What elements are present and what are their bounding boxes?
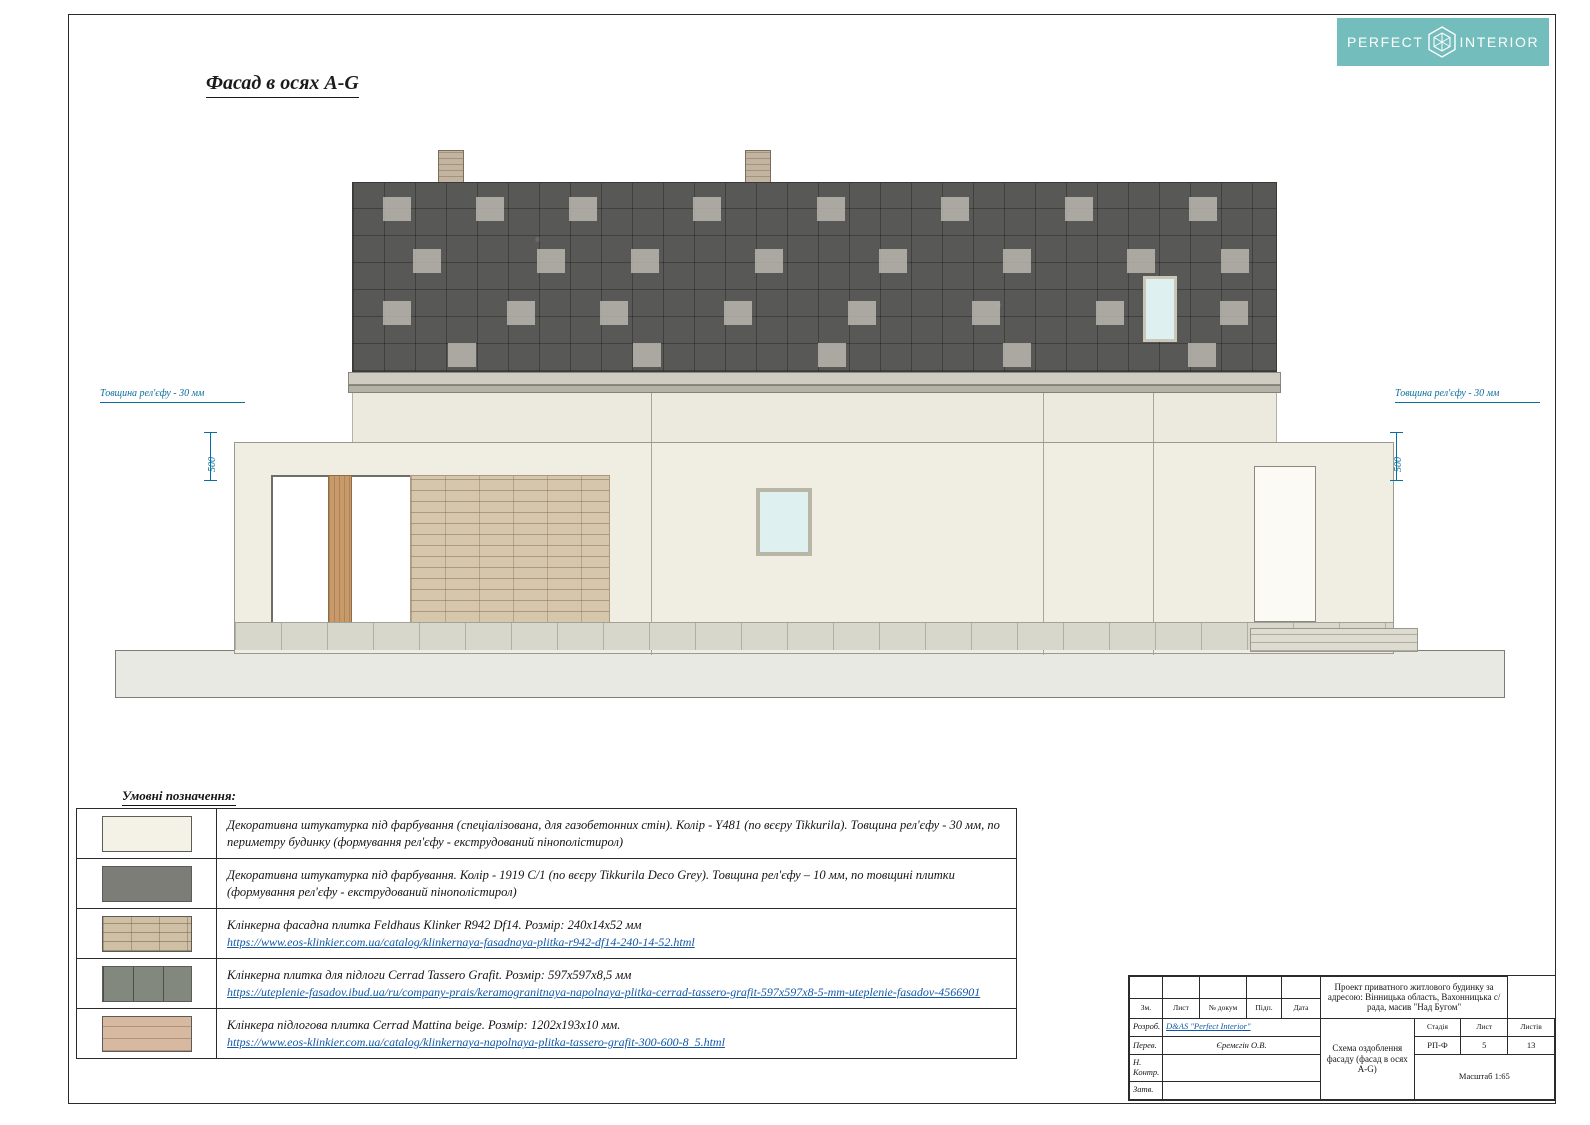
- legend-swatch-cell: [77, 959, 217, 1008]
- legend-swatch-cell: [77, 1009, 217, 1058]
- legend-title: Умовні позначення:: [122, 788, 236, 806]
- swatch-stucco-1919: [102, 866, 192, 902]
- page-title: Фасад в осях A-G: [206, 72, 359, 98]
- stamp-empty: [1247, 977, 1282, 999]
- stamp-role-checker: Перев.: [1130, 1036, 1163, 1054]
- stamp-checker-name: Єремєгін О.В.: [1163, 1036, 1321, 1054]
- stamp-stage-value: РП-Ф: [1414, 1036, 1461, 1054]
- stamp-sheet-label: Лист: [1461, 1018, 1508, 1036]
- relief-leader-right: [1395, 402, 1540, 403]
- chimney-left: [438, 150, 464, 184]
- legend-description: Декоративна штукатурка під фарбування (спеціалізована, для газобетонних стін). Колір - Y481 (по вєєру Tikkurila). Товщина рел'єфу - 30 мм, по периметру будинку (формування рел'єфу - екструдований пінополістирол): [227, 817, 1000, 849]
- legend-description: Клінкерна плитка для підлоги Cerrad Tassero Grafit. Розмір: 597x597x8,5 мм: [227, 967, 632, 982]
- dark-tile-texture: [353, 183, 1276, 371]
- legend-row: [77, 1009, 1016, 1059]
- legend-row: [77, 909, 1016, 959]
- stamp-sheet-value: 5: [1461, 1036, 1508, 1054]
- right-glazing: [1254, 466, 1316, 622]
- stamp-col-header-zm: Зм.: [1130, 999, 1163, 1018]
- floor-tile-strip: [235, 622, 1393, 650]
- relief-leader-left: [100, 402, 245, 403]
- stamp-empty: [1130, 977, 1163, 999]
- legend-table: [76, 808, 1017, 1059]
- roof-edge: [348, 385, 1281, 393]
- logo-text-right: INTERIOR: [1459, 34, 1540, 50]
- stamp-col-header-sign: Підп.: [1247, 999, 1282, 1018]
- dim-tick-right-bottom: [1390, 480, 1403, 481]
- stamp-empty: [1282, 977, 1321, 999]
- dim-value-left: 500: [207, 457, 218, 472]
- legend-description: Клінкерна фасадна плитка Feldhaus Klinker R942 Df14. Розмір: 240x14x52 мм: [227, 917, 642, 932]
- relief-note-right: Товщина рел'єфу - 30 мм: [1395, 388, 1500, 399]
- legend-text-cell: [217, 811, 1016, 857]
- legend-description: Декоративна штукатурка під фарбування. Колір - 1919 C/1 (по вєєру Tikkurila Deco Grey). Товщина рел'єфу – 10 мм, по товщині плитки (формування рел'єфу - екструдований пінополістирол): [227, 867, 955, 899]
- legend-text-cell: [217, 861, 1016, 907]
- dim-line-right: [1396, 432, 1397, 480]
- legend-link[interactable]: https://www.eos-klinkier.com.ua/catalog/klinkernaya-napolnaya-plitka-tassero-grafit-300-600-8_5.html: [227, 1035, 725, 1050]
- stamp-col-header-list: Лист: [1163, 999, 1200, 1018]
- dim-tick-left-bottom: [204, 480, 217, 481]
- company-logo: [1337, 18, 1549, 66]
- stamp-empty: [1200, 977, 1247, 999]
- dim-tick-left-top: [204, 432, 217, 433]
- facade-elevation-drawing: [80, 120, 1550, 720]
- stamp-scale: Масштаб 1:65: [1414, 1055, 1554, 1100]
- stamp-sheets-label: Листів: [1508, 1018, 1555, 1036]
- legend-link[interactable]: https://www.eos-klinkier.com.ua/catalog/klinkernaya-fasadnaya-plitka-r942-df14-240-14-52.html: [227, 935, 695, 950]
- logo-text-left: PERFECT: [1347, 34, 1424, 50]
- stamp-developer-name[interactable]: D&AS "Perfect Interior": [1166, 1021, 1251, 1032]
- stamp-empty: [1163, 1055, 1321, 1082]
- legend-row: [77, 809, 1016, 859]
- upper-window: [1143, 276, 1177, 342]
- legend-text-cell: [217, 961, 1016, 1007]
- legend-row: [77, 959, 1016, 1009]
- project-info: Проект приватного житлового будинку за адресою: Вінницька область, Вахонницька с/рада, масив "Над Бугом": [1321, 977, 1508, 1019]
- stamp-role-developer: Розроб.: [1130, 1018, 1163, 1036]
- chimney-right: [745, 150, 771, 184]
- swatch-stucco-y481: [102, 816, 192, 852]
- stamp-role-approve: Затв.: [1130, 1081, 1163, 1099]
- relief-note-left: Товщина рел'єфу - 30 мм: [100, 388, 205, 399]
- dim-value-right: 500: [1393, 457, 1404, 472]
- legend-row: [77, 859, 1016, 909]
- swatch-cerrad-tassero-grafit: [102, 966, 192, 1002]
- stamp-col-header-doc: № докум: [1200, 999, 1247, 1018]
- legend-text-cell: [217, 911, 1016, 957]
- legend-text-cell: [217, 1011, 1016, 1057]
- ground-slab: [115, 650, 1505, 698]
- entrance-steps: [1250, 628, 1418, 652]
- upper-cornice: [348, 372, 1281, 385]
- legend-swatch-cell: [77, 809, 217, 858]
- dim-line-left: [210, 432, 211, 480]
- stamp-col-header-date: Дата: [1282, 999, 1321, 1018]
- clinker-facade-panel: [410, 475, 610, 635]
- stamp-stage-label: Стадія: [1414, 1018, 1461, 1036]
- stamp-sheets-value: 13: [1508, 1036, 1555, 1054]
- lower-window: [756, 488, 812, 556]
- legend-link[interactable]: https://uteplenie-fasadov.ibud.ua/ru/company-prais/keramogranitnaya-napolnaya-plitka-cerrad-tassero-grafit-597x597x8-5-mm-uteplenie-fasadov-4566901: [227, 985, 981, 1000]
- legend-swatch-cell: [77, 909, 217, 958]
- swatch-cerrad-mattina-beige: [102, 1016, 192, 1052]
- swatch-clinker-r942: [102, 916, 192, 952]
- legend-description: Клінкера підлогова плитка Cerrad Mattina beige. Розмір: 1202x193x10 мм.: [227, 1017, 621, 1032]
- legend-swatch-cell: [77, 859, 217, 908]
- stamp-empty: [1163, 1081, 1321, 1099]
- upper-volume-dark-tile: [352, 182, 1277, 372]
- stamp-empty: [1163, 977, 1200, 999]
- stamp-role-ncontrol: Н. Контр.: [1130, 1055, 1163, 1082]
- title-block: [1128, 975, 1556, 1101]
- sheet-title: Схема оздоблення фасаду (фасад в осях A-G): [1321, 1018, 1415, 1099]
- logo-hexagon-icon: [1424, 24, 1460, 60]
- dim-tick-right-top: [1390, 432, 1403, 433]
